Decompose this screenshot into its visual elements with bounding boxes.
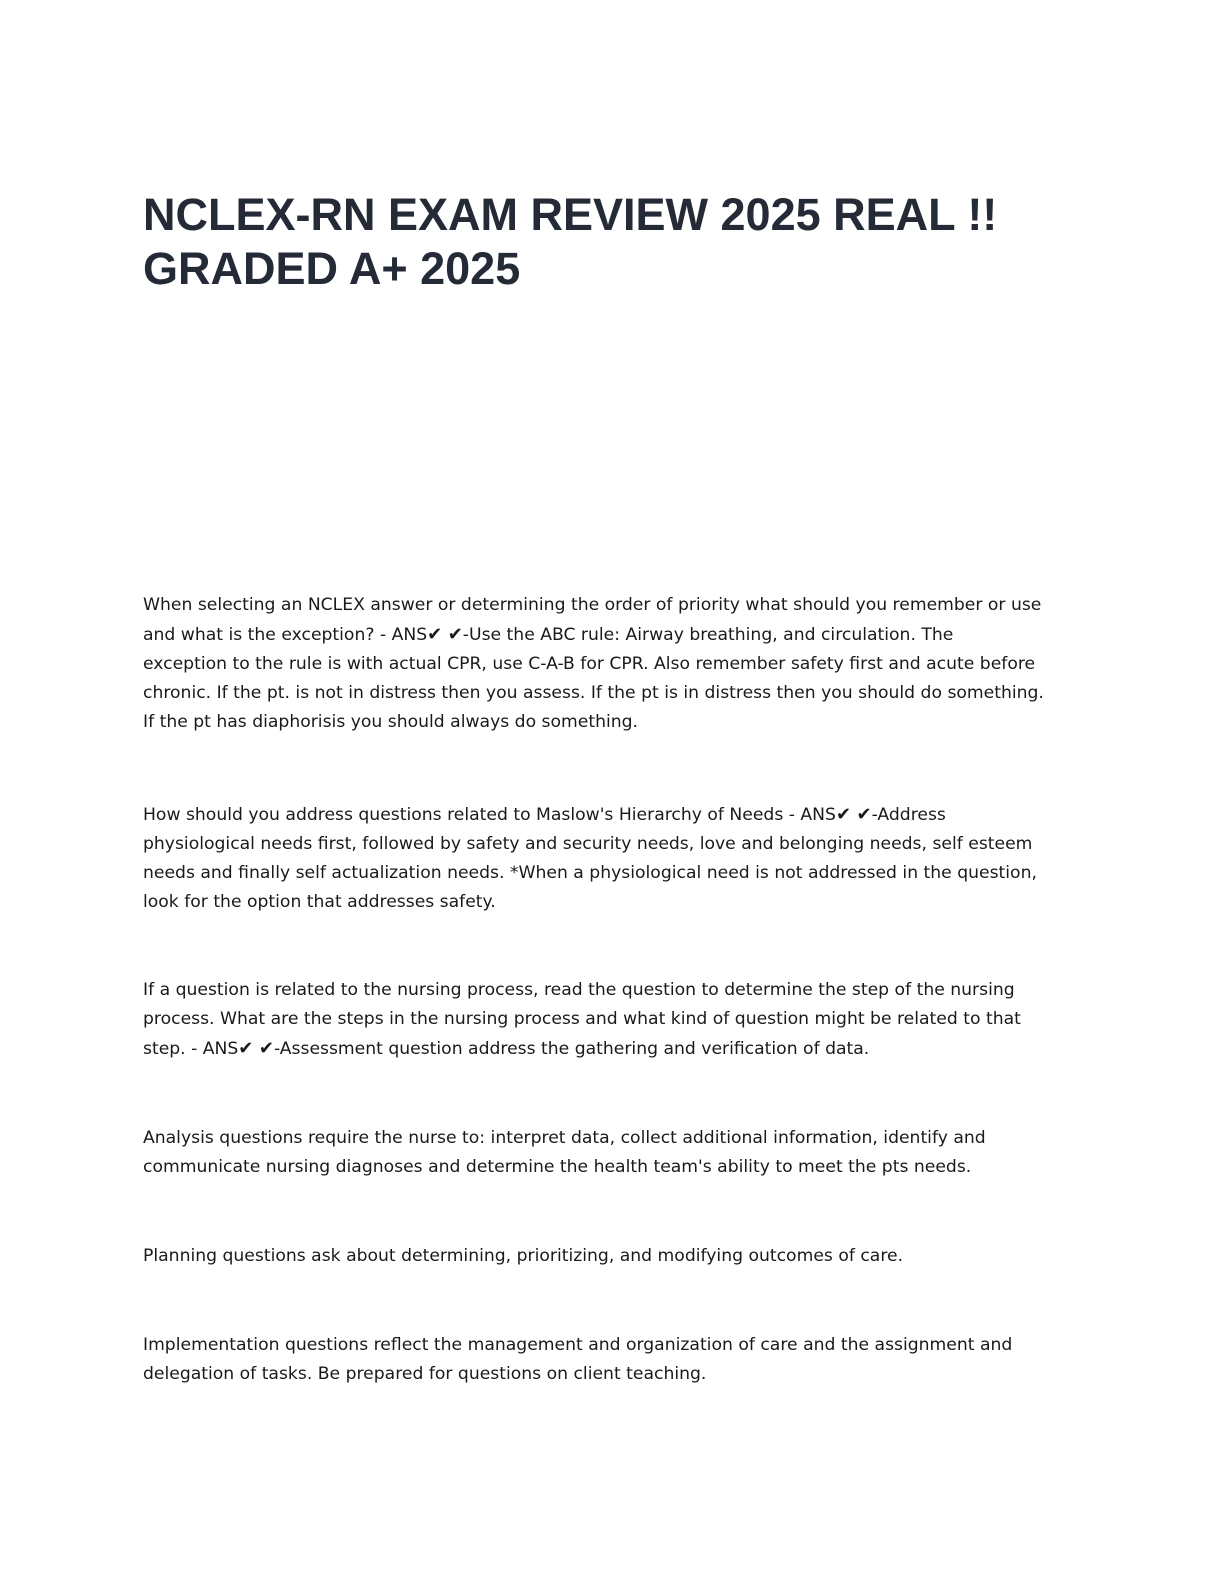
paragraph-line: When selecting an NCLEX answer or determining the order of priority what should you remember or use xyxy=(143,595,1042,615)
document-title xyxy=(143,188,1103,296)
check-mark-icon: ✔ xyxy=(856,804,872,825)
paragraph-line: communicate nursing diagnoses and determine the health team's ability to meet the pts needs. xyxy=(143,1157,972,1177)
check-mark-icon: ✔ xyxy=(835,804,852,825)
paragraph-line: How should you address questions related to Maslow's Hierarchy of Needs - ANS✔ ✔-Address xyxy=(143,804,946,825)
paragraph-analysis-questions xyxy=(143,1124,1083,1182)
qa-paragraph-abc-rule xyxy=(143,591,1083,737)
paragraph-implementation-questions xyxy=(143,1331,1083,1389)
paragraph-line: needs and finally self actualization needs. *When a physiological need is not addressed in the question, xyxy=(143,863,1037,883)
check-mark-icon: ✔ xyxy=(427,624,443,645)
paragraph-line: chronic. If the pt. is not in distress then you assess. If the pt is in distress then you should do something. xyxy=(143,683,1044,703)
qa-paragraph-nursing-process xyxy=(143,976,1083,1064)
paragraph-planning-questions xyxy=(143,1242,1083,1271)
paragraph-line: Implementation questions reflect the management and organization of care and the assignment and xyxy=(143,1335,1013,1355)
check-mark-icon: ✔ xyxy=(258,1038,274,1059)
check-mark-icon: ✔ xyxy=(447,624,463,645)
qa-paragraph-maslow xyxy=(143,800,1083,917)
paragraph-line: look for the option that addresses safety. xyxy=(143,892,496,912)
paragraph-line: If a question is related to the nursing process, read the question to determine the step of the nursing xyxy=(143,980,1015,1000)
paragraph-line: If the pt has diaphorisis you should always do something. xyxy=(143,712,639,732)
paragraph-line: Planning questions ask about determining, prioritizing, and modifying outcomes of care. xyxy=(143,1246,904,1266)
paragraph-line: Analysis questions require the nurse to: interpret data, collect additional information, identify and xyxy=(143,1128,986,1148)
paragraph-line: and what is the exception? - ANS✔ ✔-Use the ABC rule: Airway breathing, and circulation. The xyxy=(143,624,954,645)
paragraph-line: exception to the rule is with actual CPR, use C-A-B for CPR. Also remember safety first and acute before xyxy=(143,654,1036,674)
title-line-1: NCLEX-RN EXAM REVIEW 2025 REAL !! xyxy=(143,189,998,240)
check-mark-icon: ✔ xyxy=(238,1038,254,1059)
paragraph-line: process. What are the steps in the nursing process and what kind of question might be related to that xyxy=(143,1009,1021,1029)
paragraph-line: delegation of tasks. Be prepared for questions on client teaching. xyxy=(143,1364,707,1384)
title-line-2: GRADED A+ 2025 xyxy=(143,243,521,294)
paragraph-line: step. - ANS✔ ✔-Assessment question address the gathering and verification of data. xyxy=(143,1038,870,1059)
paragraph-line: physiological needs first, followed by safety and security needs, love and belonging needs, self esteem xyxy=(143,834,1033,854)
